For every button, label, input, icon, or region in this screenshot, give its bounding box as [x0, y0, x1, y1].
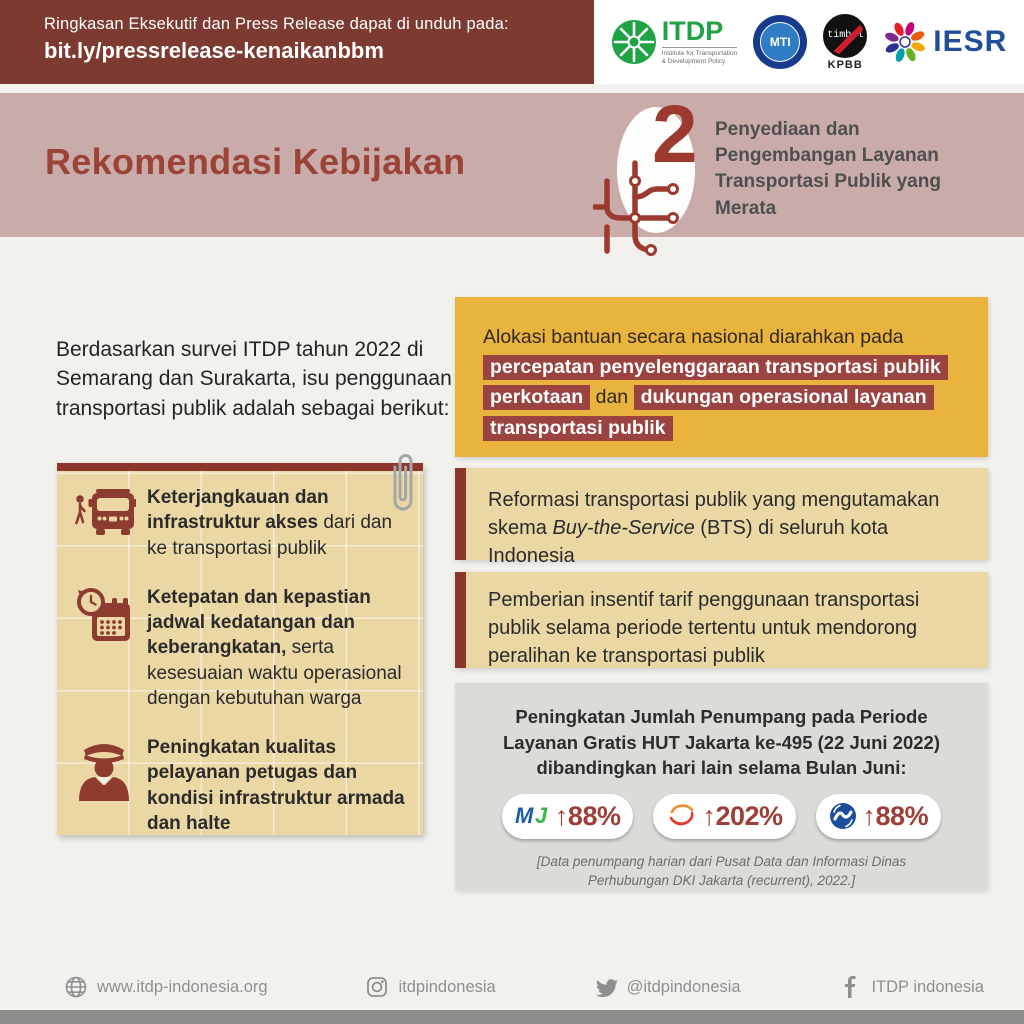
- issue-item-schedule: [71, 585, 411, 711]
- stats-heading: Peningkatan Jumlah Penumpang pada Periode Layanan Gratis HUT Jakarta ke-495 (22 Juni 2022) dibandingkan hari lain selama Bulan Juni:: [502, 706, 941, 779]
- alokasi-text-plain: Alokasi bantuan secara nasional diarahkan pada: [483, 326, 904, 348]
- facebook-icon: [838, 975, 862, 999]
- iesr-acronym: IESR: [933, 25, 1008, 58]
- instagram-icon: [365, 975, 389, 999]
- schedule-clock-calendar-icon: [76, 587, 132, 643]
- stat-pill-mrt: [502, 794, 634, 839]
- section-subtitle: Penyediaan dan Pengembangan Layanan Transportasi Publik yang Merata: [715, 119, 941, 219]
- kpbb-inner-text: timbel: [827, 30, 864, 41]
- bus-passenger-icon: [72, 487, 136, 537]
- footer-website-label: www.itdp-indonesia.org: [97, 977, 268, 996]
- partner-logo-strip: [594, 0, 1024, 84]
- twitter-icon: [594, 975, 618, 999]
- kpbb-acronym: KPBB: [827, 58, 863, 71]
- kpbb-logo: [823, 14, 867, 71]
- bottom-strip: [0, 1010, 1024, 1024]
- download-banner-text: Ringkasan Eksekutif dan Press Release dapat di unduh pada:: [44, 15, 509, 33]
- svg-text:M: M: [514, 804, 534, 829]
- issues-note-card: [57, 463, 423, 835]
- alokasi-highlight-1: percepatan penyelenggaraan transportasi publik perkotaan: [483, 355, 948, 410]
- footer-instagram[interactable]: [365, 975, 495, 999]
- alokasi-highlight-2: dukungan operasional layanan transportasi publik: [483, 385, 934, 440]
- itdp-subtitle-2: & Development Policy: [661, 58, 726, 65]
- itdp-logo: [611, 15, 738, 67]
- lrt-jakarta-logo: [666, 802, 696, 830]
- footer-facebook-label: ITDP indonesia: [871, 977, 984, 996]
- officer-icon: [75, 737, 133, 801]
- bts-scheme-name: Buy-the-Service: [552, 517, 695, 539]
- stat-value-transjakarta: ↑88%: [862, 800, 929, 831]
- issue-text-access: Keterjangkauan dan infrastruktur akses dari dan ke transportasi publik: [147, 487, 393, 559]
- note-card-top-bar: [57, 463, 423, 471]
- stat-pill-transjakarta: [816, 794, 942, 839]
- kpbb-no-lead-icon: [823, 14, 867, 58]
- footer-twitter-label: @itdpindonesia: [626, 977, 741, 996]
- mti-acronym: MTI: [769, 35, 791, 49]
- itdp-starburst-icon: [611, 19, 657, 65]
- footer-instagram-label: itdpindonesia: [398, 977, 496, 996]
- transjakarta-logo: [829, 802, 857, 830]
- download-banner: [0, 0, 594, 84]
- issue-item-quality: [71, 735, 411, 836]
- iesr-pinwheel-icon: [883, 20, 927, 64]
- footer: [0, 966, 1024, 1008]
- issue-text-quality: Peningkatan kualitas pelayanan petugas dan kondisi infrastruktur armada dan halte: [147, 737, 405, 834]
- header-band: [0, 89, 1024, 237]
- bts-text-pre: Reformasi transportasi publik yang mengutamakan skema: [488, 489, 940, 539]
- download-link[interactable]: bit.ly/pressrelease-kenaikanbbm: [44, 38, 384, 63]
- svg-text:J: J: [534, 804, 548, 829]
- footer-website[interactable]: [64, 975, 268, 999]
- stat-value-mrt: ↑88%: [554, 800, 621, 831]
- mrt-jakarta-logo: [515, 804, 549, 828]
- alokasi-text-mid: dan: [590, 386, 634, 409]
- stat-pill-lrt: [653, 794, 795, 839]
- recommendation-insentif-box: [455, 572, 988, 668]
- mti-logo: [753, 15, 807, 69]
- recommendation-alokasi-box: [455, 297, 988, 457]
- page-title: Rekomendasi Kebijakan: [45, 141, 466, 182]
- ridership-stats-panel: [455, 683, 988, 890]
- stats-source-note: [Data penumpang harian dari Pusat Data dan Informasi Dinas Perhubungan DKI Jakarta (recurrent), 2022.]: [536, 853, 907, 889]
- issue-item-access: [71, 485, 411, 561]
- itdp-subtitle-1: Institute for Transportation: [661, 49, 738, 57]
- issue-text-schedule: Ketepatan dan kepastian jadwal kedatangan dan keberangkatan, serta kesesuaian waktu operasional dengan kebutuhan warga: [147, 586, 402, 709]
- footer-twitter[interactable]: [594, 975, 741, 999]
- bts-text-post: (BTS) di seluruh kota Indonesia: [488, 517, 889, 567]
- survey-intro-text: Berdasarkan survei ITDP tahun 2022 di Semarang dan Surakarta, isu penggunaan transportasi publik adalah sebagai berikut:: [56, 338, 452, 420]
- itdp-acronym: ITDP: [661, 15, 724, 46]
- footer-facebook[interactable]: [838, 975, 984, 999]
- recommendation-bts-box: [455, 468, 988, 567]
- iesr-logo: [883, 20, 1007, 64]
- paperclip-icon: [387, 449, 417, 523]
- globe-icon: [64, 975, 88, 999]
- stat-value-lrt: ↑202%: [702, 800, 783, 831]
- insentif-text: Pemberian insentif tarif penggunaan transportasi publik selama periode tertentu untuk mendorong peralihan ke transportasi publik: [488, 589, 920, 667]
- section-number: 2: [652, 89, 698, 180]
